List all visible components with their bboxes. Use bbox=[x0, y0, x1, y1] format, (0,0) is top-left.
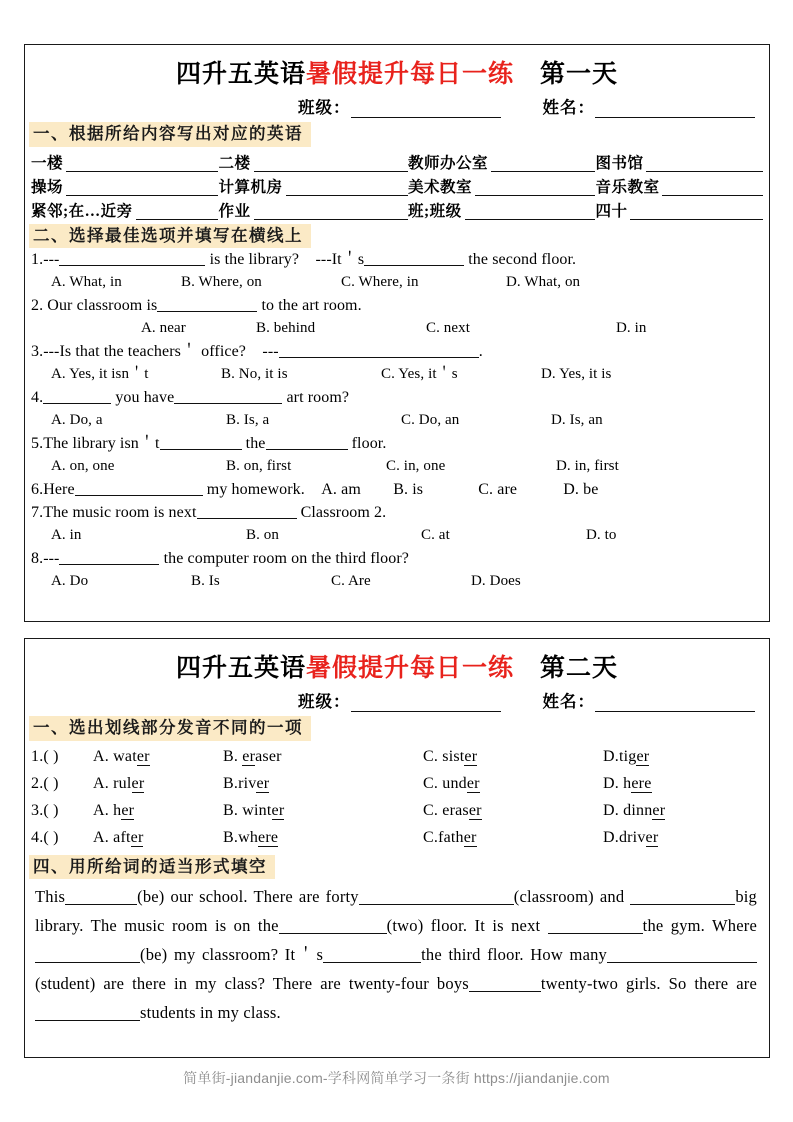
q5-stem-a: 5.The library isn＇t bbox=[31, 435, 160, 453]
phonics-number: 4.( ) bbox=[31, 828, 59, 846]
q1-blank-2[interactable] bbox=[364, 250, 464, 266]
q7-option-c[interactable]: C. at bbox=[421, 527, 450, 544]
question-7-options bbox=[31, 524, 763, 547]
q2-stem-b: to the art room. bbox=[261, 297, 362, 315]
question-3-stem bbox=[31, 340, 763, 363]
phonics-option-b[interactable]: B.where bbox=[223, 828, 279, 846]
underlined-part: er bbox=[136, 747, 150, 765]
q8-stem-a: 8.--- bbox=[31, 550, 60, 568]
underlined-part: er bbox=[242, 747, 256, 765]
cloze-text: (student) are there in my class? There are bbox=[35, 974, 341, 994]
q2-blank-1[interactable] bbox=[157, 296, 257, 312]
q4-option-c[interactable]: C. Do, an bbox=[401, 412, 460, 429]
underlined-part: er bbox=[464, 747, 478, 765]
day1-name-label: 姓名： bbox=[542, 98, 595, 117]
underlined-part: ere bbox=[631, 774, 652, 792]
phonics-option-c[interactable]: C. eraser bbox=[423, 801, 482, 819]
q8-option-c[interactable]: C. Are bbox=[331, 573, 371, 590]
vocab-cell bbox=[408, 203, 595, 220]
phonics-row bbox=[25, 743, 769, 770]
cloze-blank-9[interactable] bbox=[469, 976, 541, 993]
cloze-text: This bbox=[35, 887, 66, 907]
q2-option-a[interactable]: A. near bbox=[141, 320, 186, 337]
q3-stem-b: --- bbox=[262, 343, 279, 361]
q2-option-b[interactable]: B. behind bbox=[256, 320, 316, 337]
question-3-options bbox=[31, 363, 763, 386]
q4-option-a[interactable]: A. Do, a bbox=[51, 412, 103, 429]
q8-option-d[interactable]: D. Does bbox=[471, 573, 521, 590]
cloze-text: twenty-four boys bbox=[348, 974, 469, 994]
vocab-cell bbox=[408, 179, 595, 196]
q4-blank-1[interactable] bbox=[43, 388, 111, 404]
vocab-answer-blank[interactable] bbox=[66, 155, 218, 171]
q2-stem-a: 2. Our classroom is bbox=[31, 297, 158, 315]
phonics-option-d[interactable]: D.tiger bbox=[603, 747, 650, 765]
phonics-option-c[interactable]: C.father bbox=[423, 828, 477, 846]
q8-stem-b: the computer room on the third floor? bbox=[163, 550, 410, 568]
question-1-stem bbox=[31, 248, 763, 271]
q3-stem-a: 3.---Is that the teachers＇ office? bbox=[31, 343, 247, 361]
vocab-answer-blank[interactable] bbox=[254, 155, 408, 171]
q4-stem-c: art room? bbox=[286, 389, 350, 407]
phonics-option-c[interactable]: C. under bbox=[423, 774, 480, 792]
vocab-answer-blank[interactable] bbox=[475, 179, 595, 195]
day2-id-line bbox=[25, 684, 769, 712]
cloze-blank-3[interactable] bbox=[630, 889, 735, 906]
question-8-stem bbox=[31, 547, 763, 570]
vocab-answer-blank[interactable] bbox=[136, 203, 219, 219]
q1-option-a[interactable]: A. What, in bbox=[51, 274, 122, 291]
cloze-blank-6[interactable] bbox=[35, 947, 140, 964]
day2-cloze-paragraph bbox=[25, 879, 769, 1027]
underlined-part: er bbox=[131, 774, 145, 792]
cloze-blank-5[interactable] bbox=[548, 918, 643, 935]
day1-class-field bbox=[298, 94, 543, 118]
q1-stem-c: ---It＇s bbox=[315, 251, 365, 269]
phonics-row bbox=[25, 770, 769, 797]
vocab-cell bbox=[218, 155, 407, 172]
day2-section1-heading: 一、选出划线部分发音不同的一项 bbox=[29, 716, 311, 741]
q7-option-b[interactable]: B. on bbox=[246, 527, 280, 544]
q1-stem-a: 1.--- bbox=[31, 251, 60, 269]
day1-multiple-choice bbox=[25, 248, 769, 593]
day1-title bbox=[25, 45, 769, 90]
q8-option-b[interactable]: B. Is bbox=[191, 573, 220, 590]
q6-option-c[interactable]: C. are bbox=[478, 481, 518, 499]
vocab-term: 二楼 bbox=[218, 154, 251, 172]
cloze-text: the third floor. How many bbox=[421, 945, 607, 965]
q4-option-b[interactable]: B. Is, a bbox=[226, 412, 270, 429]
phonics-option-b[interactable]: B. winter bbox=[223, 801, 285, 819]
q6-blank-1[interactable] bbox=[75, 480, 203, 496]
phonics-option-b[interactable]: B. eraser bbox=[223, 747, 282, 765]
phonics-option-d[interactable]: D. here bbox=[603, 774, 652, 792]
day1-name-field bbox=[543, 94, 756, 118]
vocab-term: 作业 bbox=[218, 202, 251, 220]
vocab-term: 操场 bbox=[31, 178, 64, 196]
vocab-term: 紧邻;在…近旁 bbox=[31, 202, 133, 220]
q1-stem-b: is the library? bbox=[209, 251, 300, 269]
underlined-part: er bbox=[652, 801, 666, 819]
q7-option-d[interactable]: D. to bbox=[586, 527, 617, 544]
phonics-option-a[interactable]: A. water bbox=[93, 747, 150, 765]
cloze-text: (be) my classroom? It＇s bbox=[140, 945, 324, 965]
phonics-row bbox=[25, 797, 769, 824]
vocab-answer-blank[interactable] bbox=[286, 179, 408, 195]
underlined-part: er bbox=[636, 747, 650, 765]
q5-blank-1[interactable] bbox=[160, 434, 242, 450]
vocab-cell bbox=[595, 203, 763, 220]
vocab-cell bbox=[31, 179, 218, 196]
q5-option-a[interactable]: A. on, one bbox=[51, 458, 115, 475]
phonics-option-d[interactable]: D. dinner bbox=[603, 801, 666, 819]
vocab-row bbox=[31, 172, 763, 196]
question-5-stem bbox=[31, 432, 763, 455]
phonics-number: 2.( ) bbox=[31, 774, 59, 792]
q5-stem-c: floor. bbox=[351, 435, 387, 453]
q5-option-c[interactable]: C. in, one bbox=[386, 458, 446, 475]
day2-name-label: 姓名： bbox=[542, 692, 595, 711]
cloze-blank-2[interactable] bbox=[359, 889, 514, 906]
day1-class-label: 班级： bbox=[298, 98, 351, 117]
q8-blank-1[interactable] bbox=[59, 549, 159, 565]
underlined-part: er bbox=[463, 828, 477, 846]
cloze-text: students in my class. bbox=[140, 1003, 281, 1023]
vocab-cell bbox=[595, 179, 763, 196]
phonics-option-a[interactable]: A. ruler bbox=[93, 774, 145, 792]
footer-watermark: 简单街-jiandanjie.com-学科网简单学习一条街 https://jiandanjie.com bbox=[183, 1070, 610, 1086]
phonics-number: 3.( ) bbox=[31, 801, 59, 819]
day2-name-input[interactable] bbox=[595, 694, 755, 712]
vocab-answer-blank[interactable] bbox=[646, 155, 763, 171]
vocab-cell bbox=[31, 203, 218, 220]
q1-stem-d: the second floor. bbox=[468, 251, 577, 269]
question-1-options bbox=[31, 271, 763, 294]
day1-section1-heading: 一、根据所给内容写出对应的英语 bbox=[29, 122, 311, 147]
q5-option-b[interactable]: B. on, first bbox=[226, 458, 292, 475]
question-7-stem bbox=[31, 501, 763, 524]
q5-option-d[interactable]: D. in, first bbox=[556, 458, 619, 475]
phonics-option-d[interactable]: D.driver bbox=[603, 828, 659, 846]
underlined-part: er bbox=[468, 801, 482, 819]
question-5-options bbox=[31, 455, 763, 478]
vocab-cell bbox=[408, 155, 595, 172]
phonics-number: 1.( ) bbox=[31, 747, 59, 765]
q6-option-b[interactable]: B. is bbox=[393, 481, 424, 499]
cloze-text: the gym. Where bbox=[642, 916, 757, 936]
q7-stem-b: Classroom 2. bbox=[300, 504, 387, 522]
q1-blank-1[interactable] bbox=[59, 250, 205, 266]
day1-title-highlight: 暑假提升每日一练 bbox=[305, 61, 514, 88]
question-6-stem bbox=[31, 478, 763, 501]
phonics-option-b[interactable]: B.river bbox=[223, 774, 270, 792]
phonics-option-a[interactable]: A. after bbox=[93, 828, 144, 846]
underlined-part: er bbox=[130, 828, 144, 846]
underlined-part: er bbox=[645, 828, 659, 846]
q4-stem-b: you have bbox=[115, 389, 175, 407]
vocab-answer-blank[interactable] bbox=[630, 203, 763, 219]
q4-stem-a: 4. bbox=[31, 389, 44, 407]
day1-title-prefix: 四升五英语 bbox=[175, 61, 306, 88]
q6-stem-a: 6.Here bbox=[31, 481, 75, 499]
q7-option-a[interactable]: A. in bbox=[51, 527, 82, 544]
question-2-options bbox=[31, 317, 763, 340]
q4-blank-2[interactable] bbox=[174, 388, 282, 404]
day2-title bbox=[25, 639, 769, 684]
q6-stem-b: my homework. bbox=[206, 481, 305, 499]
day2-title-prefix: 四升五英语 bbox=[175, 655, 306, 682]
q5-blank-2[interactable] bbox=[266, 434, 348, 450]
day1-section2-heading: 二、选择最佳选项并填写在横线上 bbox=[29, 224, 311, 249]
q3-option-b[interactable]: B. No, it is bbox=[221, 366, 288, 383]
vocab-answer-blank[interactable] bbox=[491, 155, 595, 171]
q2-option-c[interactable]: C. next bbox=[426, 320, 471, 337]
vocab-term: 教师办公室 bbox=[407, 154, 488, 172]
day1-name-input[interactable] bbox=[595, 100, 755, 118]
q3-option-c[interactable]: C. Yes, it＇s bbox=[381, 366, 458, 383]
q3-blank-1[interactable] bbox=[279, 342, 479, 358]
day2-title-highlight: 暑假提升每日一练 bbox=[305, 655, 514, 682]
cloze-text: big library. The music room is on the bbox=[35, 887, 757, 936]
underlined-part: er bbox=[121, 801, 135, 819]
q6-option-a[interactable]: A. am bbox=[321, 481, 361, 499]
vocab-cell bbox=[595, 155, 763, 172]
cloze-blank-4[interactable] bbox=[279, 918, 387, 935]
vocab-row bbox=[31, 148, 763, 172]
phonics-option-a[interactable]: A. her bbox=[93, 801, 135, 819]
q2-option-d[interactable]: D. in bbox=[616, 320, 647, 337]
underlined-part: er bbox=[271, 801, 285, 819]
day1-class-input[interactable] bbox=[351, 100, 501, 118]
q1-option-d[interactable]: D. What, on bbox=[506, 274, 581, 291]
vocab-term: 计算机房 bbox=[218, 178, 283, 196]
q1-option-b[interactable]: B. Where, on bbox=[181, 274, 262, 291]
cloze-blank-7[interactable] bbox=[323, 947, 421, 964]
cloze-text: (classroom) and bbox=[513, 887, 625, 907]
vocab-term: 一楼 bbox=[31, 154, 64, 172]
vocab-answer-blank[interactable] bbox=[465, 203, 596, 219]
worksheet-day2 bbox=[24, 638, 770, 1058]
day2-class-input[interactable] bbox=[351, 694, 501, 712]
day1-title-day: 第一天 bbox=[540, 61, 619, 88]
underlined-part: er bbox=[466, 774, 480, 792]
cloze-blank-8[interactable] bbox=[607, 947, 757, 964]
cloze-text: (two) floor. It is next bbox=[386, 916, 541, 936]
vocab-term: 图书馆 bbox=[595, 154, 644, 172]
vocab-answer-blank[interactable] bbox=[662, 179, 763, 195]
day2-class-field bbox=[298, 688, 543, 712]
vocab-cell bbox=[31, 155, 218, 172]
question-2-stem bbox=[31, 294, 763, 317]
q8-option-a[interactable]: A. Do bbox=[51, 573, 89, 590]
vocab-cell bbox=[218, 203, 407, 220]
question-4-options bbox=[31, 409, 763, 432]
q3-option-a[interactable]: A. Yes, it isn＇t bbox=[51, 366, 149, 383]
q6-option-d[interactable]: D. be bbox=[563, 481, 599, 499]
phonics-row bbox=[25, 824, 769, 851]
vocab-term: 四十 bbox=[595, 202, 628, 220]
q4-option-d[interactable]: D. Is, an bbox=[551, 412, 603, 429]
day1-id-line bbox=[25, 90, 769, 118]
day2-name-field bbox=[543, 688, 756, 712]
vocab-cell bbox=[218, 179, 407, 196]
vocab-row bbox=[31, 196, 763, 220]
q3-option-d[interactable]: D. Yes, it is bbox=[541, 366, 612, 383]
q1-option-c[interactable]: C. Where, in bbox=[341, 274, 419, 291]
vocab-term: 班;班级 bbox=[407, 202, 462, 220]
vocab-answer-blank[interactable] bbox=[254, 203, 408, 219]
q7-stem-a: 7.The music room is next bbox=[31, 504, 197, 522]
day2-section4-heading: 四、用所给词的适当形式填空 bbox=[29, 855, 275, 880]
underlined-part: ere bbox=[258, 828, 279, 846]
question-8-options bbox=[31, 570, 763, 593]
underlined-part: er bbox=[256, 774, 270, 792]
day1-vocab-grid bbox=[25, 147, 769, 220]
q3-stem-c: . bbox=[478, 343, 483, 361]
vocab-answer-blank[interactable] bbox=[66, 179, 218, 195]
day2-class-label: 班级： bbox=[298, 692, 351, 711]
vocab-term: 音乐教室 bbox=[595, 178, 660, 196]
worksheet-day1 bbox=[24, 44, 770, 622]
question-4-stem bbox=[31, 386, 763, 409]
cloze-blank-1[interactable] bbox=[65, 889, 137, 906]
cloze-blank-10[interactable] bbox=[35, 1005, 140, 1022]
cloze-text: (be) our school. There are forty bbox=[137, 887, 359, 907]
phonics-option-c[interactable]: C. sister bbox=[423, 747, 478, 765]
day2-title-day: 第二天 bbox=[540, 655, 619, 682]
q7-blank-1[interactable] bbox=[197, 503, 297, 519]
day2-phonics-list bbox=[25, 741, 769, 851]
vocab-term: 美术教室 bbox=[407, 178, 472, 196]
cloze-text: twenty-two girls. So there are bbox=[540, 974, 757, 994]
q5-stem-b: the bbox=[245, 435, 266, 453]
